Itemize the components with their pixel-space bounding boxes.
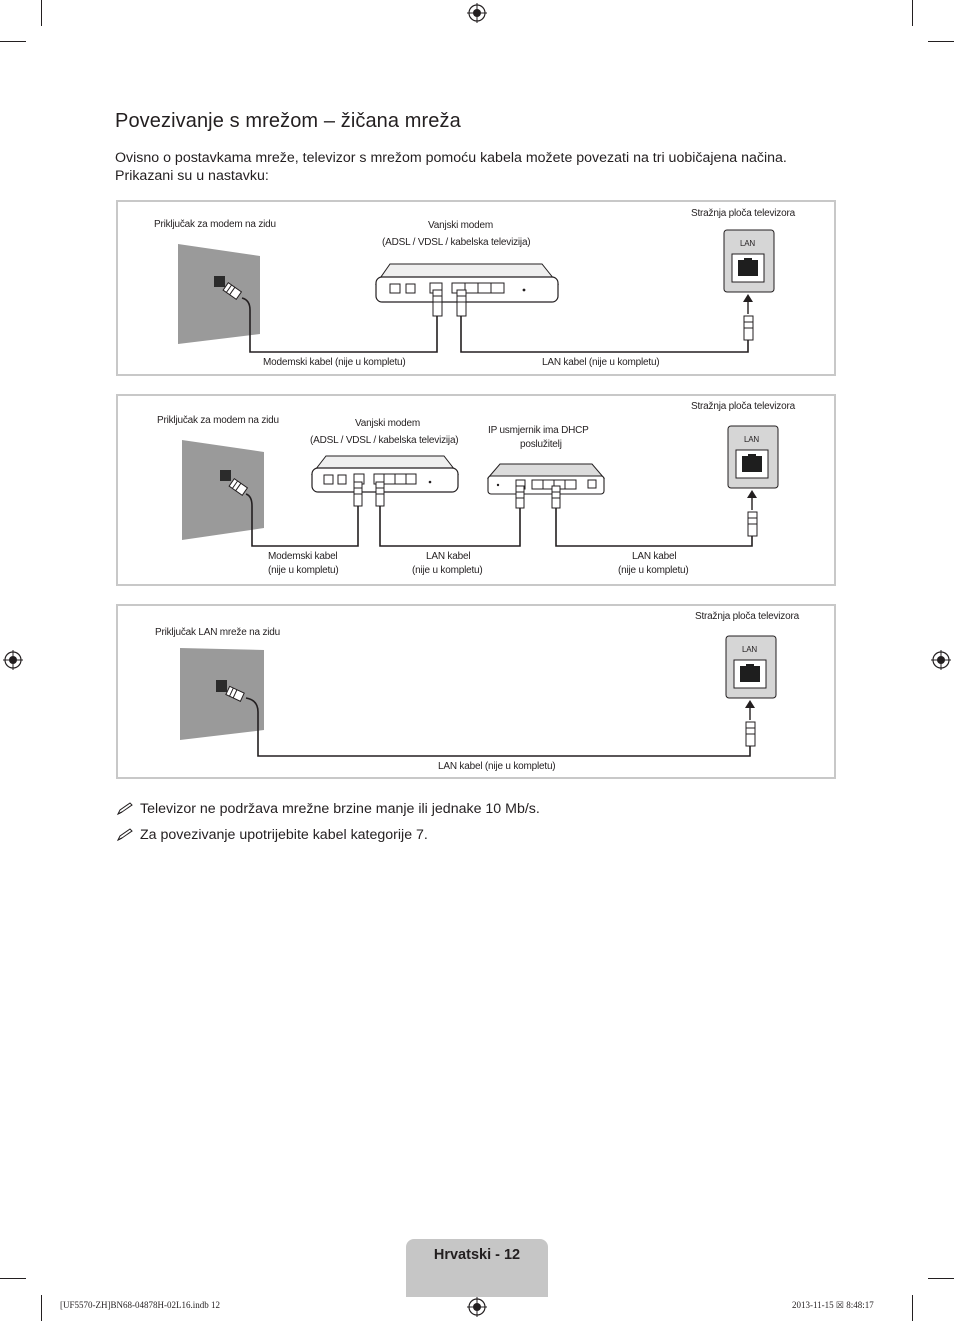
wall-socket-icon (216, 680, 227, 692)
lan-cable-label: LAN kabel (426, 551, 471, 562)
modem-cable-line (242, 298, 437, 352)
diagram-lan-wall (116, 604, 836, 779)
modem-cable-label: Modemski kabel (nije u kompletu) (263, 357, 406, 368)
router-label: IP usmjernik ima DHCP (488, 425, 589, 436)
crop-mark (0, 1278, 26, 1279)
modem-label: Vanjski modem (355, 418, 421, 429)
wall-socket-icon (214, 276, 225, 287)
note-text: Za povezivanje upotrijebite kabel kategorije 7. (140, 827, 428, 843)
cable-plug-icon (516, 486, 524, 508)
print-file-slug: [UF5570-ZH]BN68-04878H-02L16.indb 12 (60, 1300, 220, 1310)
lan-cable-line (246, 698, 750, 756)
cable-plug-icon (552, 486, 560, 508)
modem-label: Vanjski modem (428, 220, 494, 231)
crop-mark (928, 41, 954, 42)
pencil-note-icon (116, 802, 134, 816)
router-dhcp-label: poslužitelj (520, 439, 562, 450)
lan-cable-line (556, 508, 752, 546)
lan-port-label: LAN (744, 435, 759, 444)
lan-cable-label: LAN kabel (632, 551, 677, 562)
wall-icon (180, 648, 264, 740)
registration-mark-icon (3, 650, 23, 670)
modem-type-label: (ADSL / VDSL / kabelska televizija) (382, 237, 531, 248)
lan-cable-note: (nije u kompletu) (412, 565, 483, 576)
lan-cable-label: LAN kabel (nije u kompletu) (542, 357, 660, 368)
intro-paragraph: Ovisno o postavkama mreže, televizor s mrežom pomoću kabela možete povezati na tri uobičajena načina. Prikazani su u nastavku: (115, 150, 787, 184)
wall-jack-label: Priključak za modem na zidu (157, 415, 279, 426)
wall-icon (178, 244, 260, 344)
lan-port-label: LAN (740, 239, 755, 248)
crop-mark (41, 1295, 42, 1321)
print-datetime-slug: 2013-11-15 ☒ 8:48:17 (792, 1300, 874, 1310)
lan-port-label: LAN (742, 645, 757, 654)
modem-cable-label: Modemski kabel (268, 551, 338, 562)
wall-jack-label: Priključak za modem na zidu (154, 219, 276, 230)
note-text: Televizor ne podržava mrežne brzine manje ili jednake 10 Mb/s. (140, 801, 540, 817)
wall-jack-label: Priključak LAN mreže na zidu (155, 627, 281, 638)
registration-mark-icon (931, 650, 951, 670)
lan-cable-line (380, 506, 520, 546)
cable-plug-icon (433, 290, 442, 316)
tv-back-panel-label: Stražnja ploča televizora (695, 611, 799, 622)
crop-mark (928, 1278, 954, 1279)
pencil-note-icon (116, 828, 134, 842)
page-number: Hrvatski - 12 (433, 1247, 521, 1263)
modem-cable-note: (nije u kompletu) (268, 565, 339, 576)
page-title: Povezivanje s mrežom – žičana mreža (115, 110, 461, 132)
lan-cable-line (461, 316, 748, 352)
crop-mark (912, 0, 913, 26)
crop-mark (912, 1295, 913, 1321)
crop-mark (41, 0, 42, 26)
registration-mark-icon (467, 3, 487, 23)
wall-socket-icon (220, 470, 231, 481)
crop-mark (0, 41, 26, 42)
tv-back-panel-label: Stražnja ploča televizora (691, 208, 795, 219)
diagram-modem-router (116, 394, 836, 586)
diagram-modem-direct (116, 200, 836, 376)
cable-plug-icon (457, 290, 466, 316)
lan-cable-label: LAN kabel (nije u kompletu) (438, 761, 556, 772)
modem-type-label: (ADSL / VDSL / kabelska televizija) (310, 435, 459, 446)
note-item (116, 800, 540, 818)
lan-cable-note: (nije u kompletu) (618, 565, 689, 576)
note-item (116, 826, 428, 844)
page-number-tab (406, 1239, 548, 1297)
registration-mark-icon (467, 1297, 487, 1317)
tv-back-panel-label: Stražnja ploča televizora (691, 401, 795, 412)
